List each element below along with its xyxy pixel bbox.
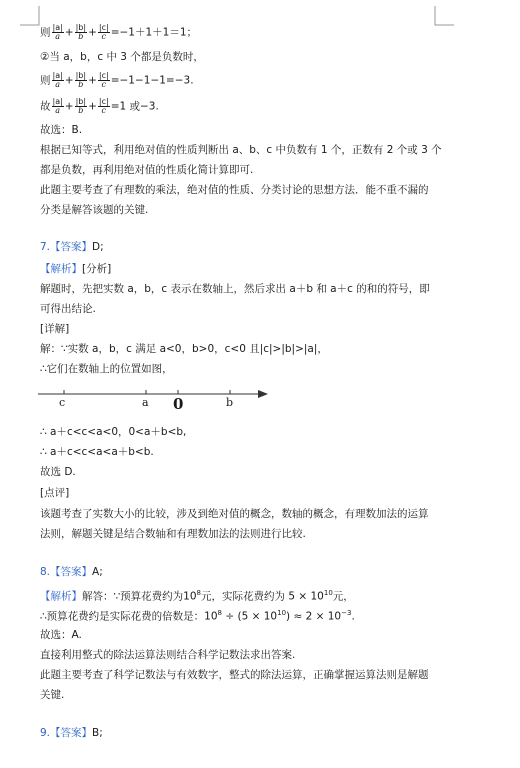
q8-choose: 故选：A. xyxy=(40,629,82,641)
fraction-b: $\frac{|b|}{b}$ xyxy=(75,71,87,89)
p6-line1: 则 $\frac{|a|}{a}$ + $\frac{|b|}{b}$ + $\frac{|c|}{c}$ =−1＋1＋1＝1； xyxy=(40,23,198,41)
fraction-b: $\frac{|b|}{b}$ xyxy=(75,97,87,115)
q7-analysis-header: 【解析】[分析] xyxy=(40,263,112,275)
fraction-b: $\frac{|b|}{b}$ xyxy=(75,23,87,41)
q7-result-2: ∴ a＋c<c<a<a＋b<b. xyxy=(40,446,154,458)
fraction-a: $\frac{|a|}{a}$ xyxy=(52,71,63,89)
question-number: 7. xyxy=(40,241,51,253)
q8-answer xyxy=(40,565,103,579)
p6-line2: ②当 a，b，c 中 3 个都是负数时， xyxy=(40,51,204,63)
q7-detail-2: ∴它们在数轴上的位置如图， xyxy=(40,363,173,375)
analysis-tag: 【解析】 xyxy=(40,263,82,275)
axis-label-zero: 0 xyxy=(173,395,184,413)
q7-analysis-2: 可得出结论. xyxy=(40,303,96,315)
axis-label-b: b xyxy=(226,396,234,409)
q8-expl-2: 此题主要考查了科学记数法与有效数字，整式的除法运算，正确掌握运算法则是解题 xyxy=(40,669,429,681)
p6-line3: 则 $\frac{|a|}{a}$ + $\frac{|b|}{b}$ + $\frac{|c|}{c}$ =−1−1−1=−3. xyxy=(40,71,194,89)
p6-choose: 故选：B. xyxy=(40,124,83,136)
question-number: 9. xyxy=(40,727,51,739)
answer-tag: 【答案】 xyxy=(50,727,93,739)
answer-value: B; xyxy=(92,727,103,739)
p6-expl-1: 根据已知等式，利用绝对值的性质判断出 a、b、c 中负数有 1 个，正数有 2 个或 3 个 xyxy=(40,144,442,156)
q8-expl-3: 关键. xyxy=(40,689,65,701)
q7-choose: 故选 D. xyxy=(40,466,76,478)
question-number: 8. xyxy=(40,566,51,578)
q7-result-1: ∴ a＋c<c<a<0，0<a＋b<b, xyxy=(40,426,187,438)
q7-comment-2: 法则，解题关键是结合数轴和有理数加法的法则进行比较. xyxy=(40,528,306,540)
p6-summary-2: 分类是解答该题的关键. xyxy=(40,204,149,216)
q8-expl-1: 直接利用整式的除法运算法则结合科学记数法求出答案. xyxy=(40,649,296,661)
fraction-c: $\frac{|c|}{c}$ xyxy=(98,71,109,89)
analysis-tag: 【解析】 xyxy=(40,590,82,603)
p6-line4: 故 $\frac{|a|}{a}$ + $\frac{|b|}{b}$ + $\frac{|c|}{c}$ =1 或−3. xyxy=(40,97,159,115)
answer-value: D; xyxy=(92,241,104,253)
answer-tag: 【答案】 xyxy=(50,566,93,578)
axis-label-a: a xyxy=(142,396,149,409)
q9-answer xyxy=(40,726,103,740)
axis-label-c: c xyxy=(59,396,66,409)
fraction-a: $\frac{|a|}{a}$ xyxy=(52,97,63,115)
number-line xyxy=(36,384,276,420)
q7-analysis-1: 解题时，先把实数 a，b，c 表示在数轴上，然后求出 a＋b 和 a＋c 的和的符号，即 xyxy=(40,283,430,295)
q7-comment-1: 该题考查了实数大小的比较，涉及到绝对值的概念，数轴的概念，有理数加法的运算 xyxy=(40,508,429,520)
corner-mark-right xyxy=(434,6,454,26)
q7-detail-header: [详解] xyxy=(40,323,70,335)
text: 则 xyxy=(40,26,51,39)
answer-value: A; xyxy=(92,566,103,578)
q8-analysis-1: 【解析】解答：∵预算花费约为$10^8$元，实际花费约为 $5 \times 10^{10}$元， xyxy=(40,589,354,603)
fraction-c: $\frac{|c|}{c}$ xyxy=(98,23,109,41)
fraction-c: $\frac{|c|}{c}$ xyxy=(98,97,109,115)
p6-expl-2: 都是负数，再利用绝对值的性质化简计算即可. xyxy=(40,164,254,176)
q8-analysis-2: ∴预算花费约是实际花费的倍数是：$10^8 \div (5 \times 10^{10}) \approx 2 \times 10^{-3}$. xyxy=(40,609,355,623)
answer-tag: 【答案】 xyxy=(50,241,93,253)
q7-detail-1: 解：∵实数 a，b，c 满足 a<0，b>0，c<0 且|c|>|b|>|a|， xyxy=(40,343,328,355)
fraction-a: $\frac{|a|}{a}$ xyxy=(52,23,63,41)
q7-comment-header: [点评] xyxy=(40,487,70,499)
q7-answer xyxy=(40,240,104,254)
p6-summary-1: 此题主要考查了有理数的乘法，绝对值的性质、分类讨论的思想方法．能不重不漏的 xyxy=(40,184,429,196)
corner-mark-left xyxy=(20,6,40,26)
